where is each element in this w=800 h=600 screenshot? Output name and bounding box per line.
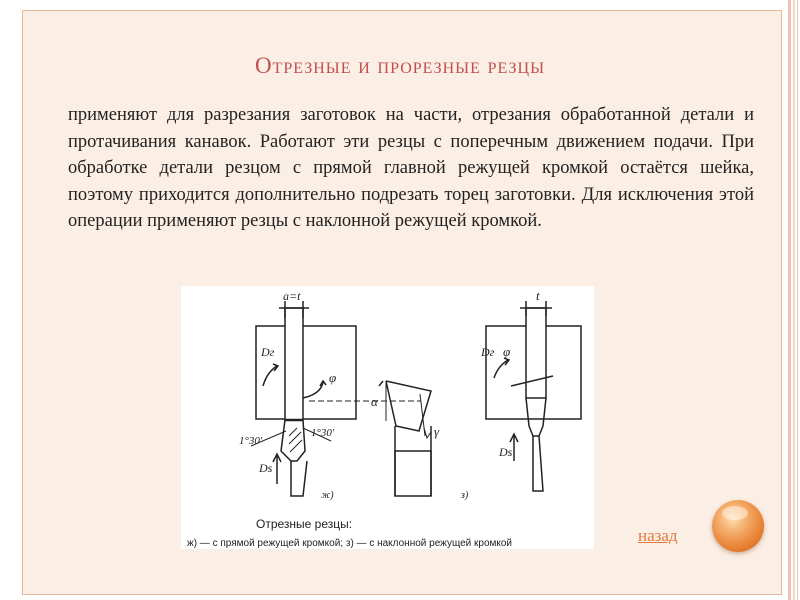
left-angle-right-label: 1°30' [311, 427, 335, 439]
slide-title: Отрезные и прорезные резцы [254, 53, 546, 78]
right-width-label: t [536, 288, 540, 303]
right-cutter-blade [526, 308, 546, 398]
left-ds-label: Ds [259, 461, 273, 475]
middle-tool-body [395, 451, 431, 496]
figure-drawing [181, 286, 594, 549]
right-part-label: з) [461, 490, 469, 501]
left-cutter-shank [291, 461, 307, 496]
decorative-border-line [797, 0, 798, 600]
left-angle-left-label: 1°30' [239, 435, 263, 447]
figure-caption-title: Отрезные резцы: [256, 517, 353, 531]
decorative-border-line [788, 0, 791, 600]
left-width-label: a=t [283, 289, 301, 303]
middle-gamma-label: γ [434, 424, 440, 439]
bullet-icon [40, 106, 54, 126]
back-link[interactable]: назад [638, 526, 678, 545]
right-ds-label: Ds [499, 445, 513, 459]
right-dg-label: Dг [481, 345, 495, 359]
middle-alpha-label: α [371, 394, 378, 409]
right-cutter-shank [533, 436, 543, 491]
left-phi-label: φ [329, 370, 337, 385]
left-dg-label: Dг [261, 345, 275, 359]
body-paragraph: применяют для разрезания заготовок на части, отрезания обработанной детали и протачивания канавок. Работают эти резцы с поперечным движением подачи. При обработке детали резцом с прямой главной режущей кромкой остаётся шейка, поэтому приходится дополнительно подрезать торец заготовки. Для исключения этой операции применяют резцы с наклонной режущей кромкой. [68, 105, 754, 231]
figure-caption-line: ж) — с прямой режущей кромкой; з) — с наклонной режущей кромкой [187, 538, 513, 549]
left-cutter-blade [285, 308, 303, 420]
left-workpiece [256, 326, 356, 419]
cutoff-tools-figure [181, 286, 594, 549]
middle-tool-profile [386, 381, 431, 431]
decorative-border-line [793, 0, 795, 600]
left-part-label: ж) [321, 490, 334, 501]
right-phi-label: φ [503, 344, 511, 359]
orb-highlight [722, 506, 748, 520]
